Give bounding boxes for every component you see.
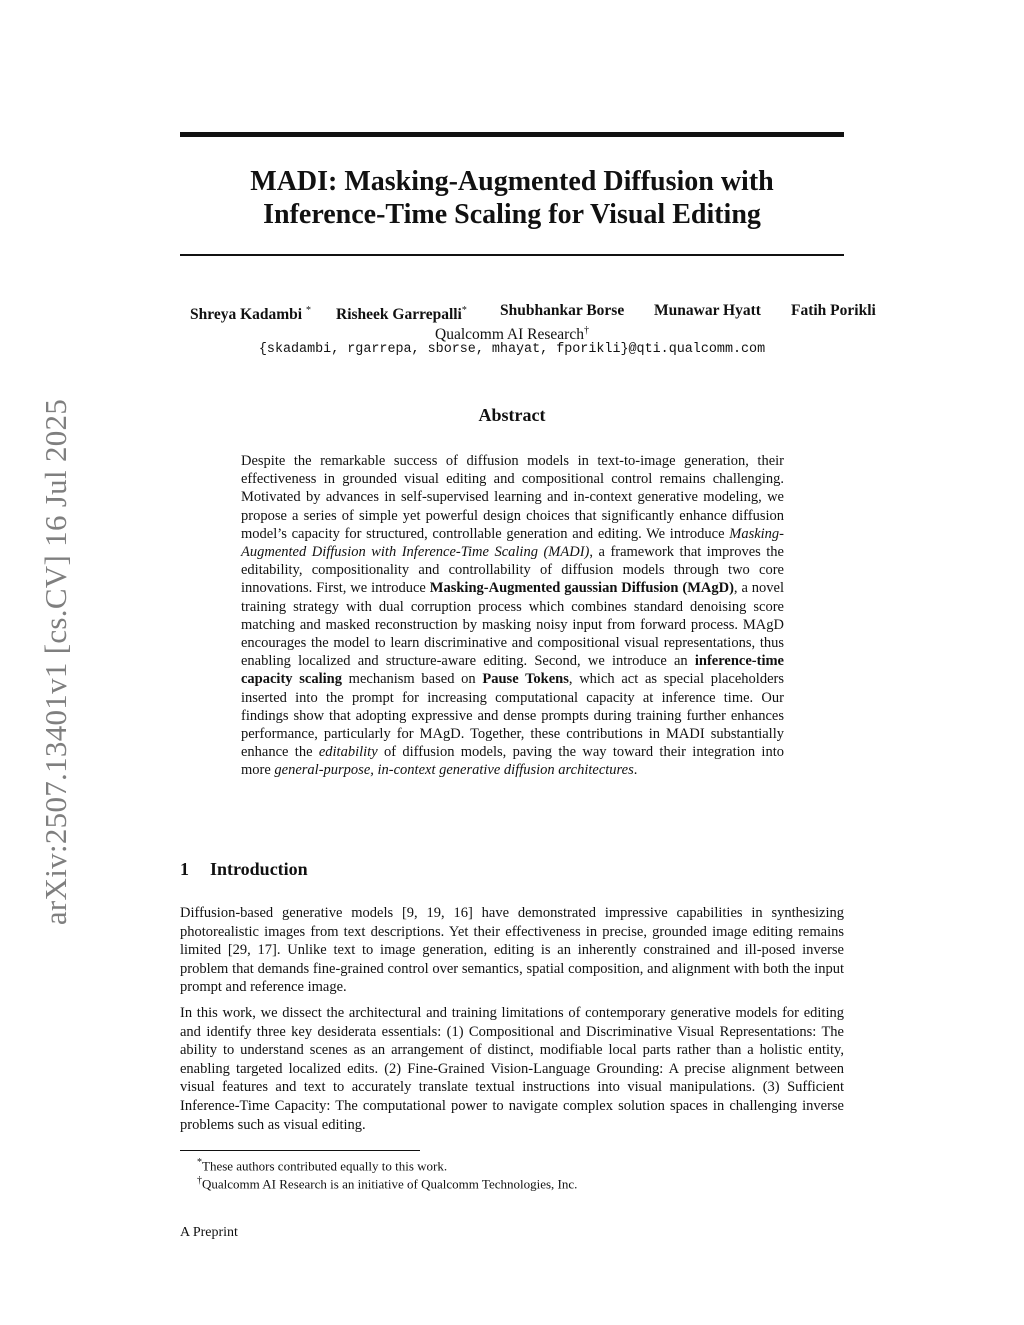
author-emails: {skadambi, rgarrepa, sborse, mhayat, fporikli}@qti.qualcomm.com <box>258 342 766 357</box>
abstract-italic-text: editability <box>318 744 378 761</box>
abstract-bold-text: Pause Tokens <box>482 671 569 688</box>
arxiv-identifier-stamp: arXiv:2507.13401v1 [cs.CV] 16 Jul 2025 <box>38 398 73 926</box>
author-5 <box>791 301 876 321</box>
abstract-italic-text: general-purpose, in-context generative diffusion architectures <box>274 762 634 779</box>
intro-paragraph-2 <box>180 1004 844 1134</box>
footnote-affiliation <box>197 1172 837 1192</box>
author-name: Shubhankar Borse <box>500 302 625 319</box>
title-bottom-rule <box>180 254 844 256</box>
abstract-italic-text: Masking-Augmented Diffusion with Inference-Time Scaling (MADI) <box>241 525 784 561</box>
footnote-mark: * <box>197 1157 202 1168</box>
footnote-text: These authors contributed equally to this work. <box>202 1158 448 1174</box>
intro-paragraph-1 <box>180 904 844 997</box>
paper-title-line-1: MADI: Masking-Augmented Diffusion with <box>250 166 774 197</box>
abstract-text: , a novel training strategy with dual corruption process which combines standard denoising score matching and masked reconstruction by masking noisy input from forward process. MAgD encourages the model to learn discriminative and compositional visual representations, thus enabling localized and structure-aware editing. Second, we introduce an <box>241 580 784 670</box>
section-heading-introduction <box>180 858 308 880</box>
affiliation-mark: † <box>583 325 589 336</box>
author-name: Fatih Porikli <box>791 302 876 319</box>
abstract-text: . <box>633 762 638 779</box>
footnote-text: Qualcomm AI Research is an initiative of Qualcomm Technologies, Inc. <box>202 1176 578 1192</box>
page-footer: A Preprint <box>180 1225 238 1240</box>
abstract-body <box>241 452 784 780</box>
paper-title-line-2: Inference-Time Scaling for Visual Editing <box>263 199 761 230</box>
abstract-bold-text: Masking-Augmented gaussian Diffusion (MAgD) <box>429 580 734 597</box>
title-top-rule <box>180 132 844 137</box>
paragraph-text: In this work, we dissect the architectural and training limitations of contemporary generative models for editing and identify three key desiderata essentials: (1) Compositional and Discriminative Visual Representations: The ability to understand scenes as an arrangement of distinct, modifiable local parts rather than a holistic entity, enabling targeted localized edits. (2) Fine-Grained Vision-Language Grounding: A precise alignment between visual features and text to accurately translate textual instructions into visual manipulations. (3) Sufficient Inference-Time Capacity: The computational power to navigate complex solution spaces in challenging inverse problems such as visual editing. <box>180 1005 844 1133</box>
section-number: 1 <box>180 859 189 879</box>
abstract-heading: Abstract <box>478 405 546 425</box>
author-4 <box>654 301 761 321</box>
footnote-mark: † <box>197 1175 202 1186</box>
footnote-separator <box>180 1150 420 1151</box>
paper-title <box>180 165 844 231</box>
abstract-text: mechanism based on <box>341 671 483 688</box>
abstract-text: , a framework that improves the editability, compositionality and controllability of diffusion models through two core innovations. First, we introduce <box>241 544 784 597</box>
section-title: Introduction <box>210 859 308 879</box>
abstract-text: Despite the remarkable success of diffusion models in text-to-image generation, their effectiveness in grounded visual editing and compositional control remains challenging. Motivated by advances in self-supervised learning and in-context generative modeling, we propose a series of simple yet powerful design choices that significantly enhance diffusion model’s capacity for structured, controllable generation and editing. We introduce <box>241 453 784 542</box>
author-3 <box>500 301 624 321</box>
affiliation-name: Qualcomm AI Research <box>435 326 584 344</box>
abstract-text: , which act as special placeholders inserted into the prompt for increasing computational capacity at inference time. Our findings show that adopting expressive and dense prompts during training further enhances performance, particularly for MAgD. Together, these contributions in MADI substantially enhance the <box>241 671 784 761</box>
author-name: Shreya Kadambi <box>190 306 303 324</box>
abstract-text: of diffusion models, paving the way toward their integration into more <box>241 744 784 779</box>
equal-contribution-mark: * <box>461 305 467 316</box>
abstract-bold-text: inference-time capacity scaling <box>241 653 784 688</box>
equal-contribution-mark: * <box>306 305 311 316</box>
author-name: Risheek Garrepalli <box>336 306 462 324</box>
author-name: Munawar Hyatt <box>654 302 761 319</box>
paragraph-text: Diffusion-based generative models [9, 19, 16] have demonstrated impressive capabilities in synthesizing photorealistic images from text descriptions. Yet their effectiveness in precise, grounded image editing remains limited [29, 17]. Unlike text to image generation, editing is an inherently constrained and ill-posed inverse problem that demands fine-grained control over semantics, spatial composition, and alignment with both the input prompt and reference image. <box>180 905 844 996</box>
